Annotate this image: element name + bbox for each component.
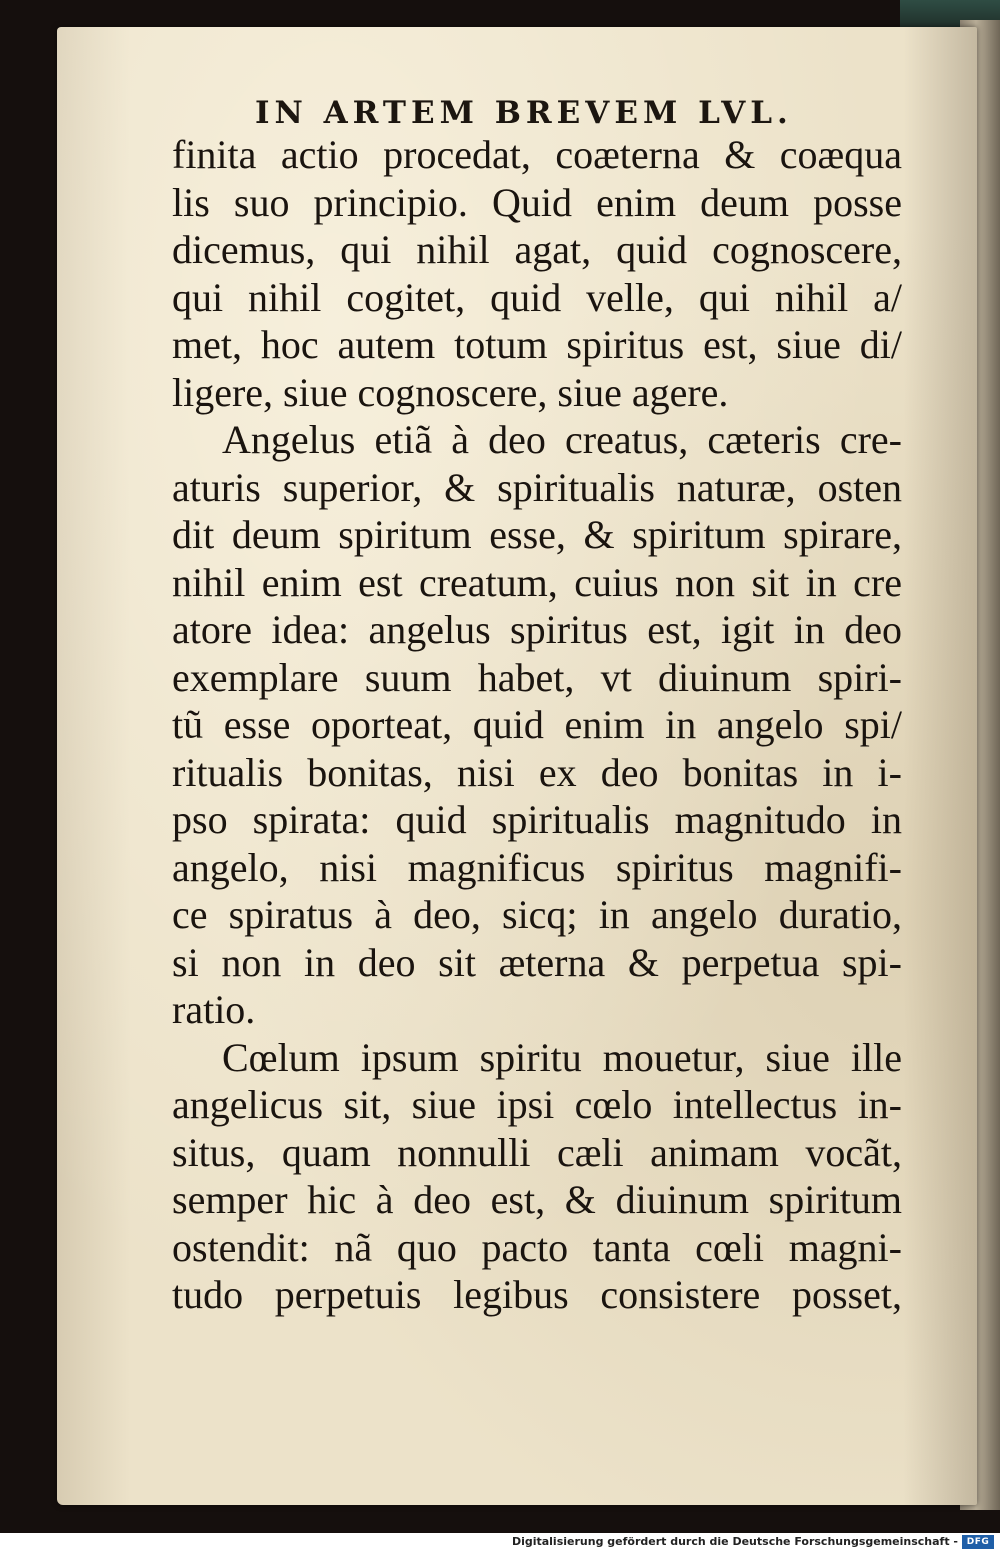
text-line: dicemus, qui nihil agat, quid cognoscere, [172,227,902,272]
text-line: semper hic à deo est, & diuinum spiritum [172,1177,902,1222]
text-line: met, hoc autem totum spiritus est, siue di/ [172,322,902,367]
text-line: Cœlum ipsum spiritu mouetur, siue ille [222,1034,902,1080]
text-line: tudo perpetuis legibus consistere posset, [172,1272,902,1317]
text-line: ce spiratus à deo, sicq; in angelo duratio, [172,892,902,937]
text-line: situs, quam nonnulli cæli animam vocãt, [172,1129,902,1175]
dfg-logo: DFG [962,1535,994,1549]
text-line: si non in deo sit æterna & perpetua spi- [172,939,902,985]
text-line: aturis superior, & spiritualis naturæ, osten [172,464,902,510]
footer-credit: Digitalisierung gefördert durch die Deutsche Forschungsgemeinschaft - [511,1535,958,1548]
text-block [172,131,902,1319]
text-line: lis suo principio. Quid enim deum posse [172,179,902,225]
text-line: atore idea: angelus spiritus est, igit in deo [172,607,902,652]
text-line: angelo, nisi magnificus spiritus magnifi- [172,844,902,890]
text-line: ritualis bonitas, nisi ex deo bonitas in i- [172,749,902,795]
text-line: qui nihil cogitet, quid velle, qui nihil a/ [172,274,902,320]
text-line: ligere, siue cognoscere, siue agere. [172,369,729,415]
text-line: angelicus sit, siue ipsi cœlo intellectus in- [172,1082,902,1127]
text-line: pso spirata: quid spiritualis magnitudo in [172,797,902,842]
text-line: nihil enim est creatum, cuius non sit in cre [172,559,902,605]
text-line: ratio. [172,987,256,1032]
text-line: finita actio procedat, coæterna & coæqua [172,132,902,177]
running-head: IN ARTEM BREVEM LVL. [255,95,793,131]
text-line: dit deum spiritum esse, & spiritum spirare, [172,512,902,557]
text-line: exemplare suum habet, vt diuinum spiri- [172,654,902,700]
text-line: Angelus etiã à deo creatus, cæteris cre- [222,417,902,462]
text-line: ostendit: nã quo pacto tanta cœli magni- [172,1224,902,1270]
text-line: tũ esse oporteat, quid enim in angelo spi/ [172,702,902,747]
